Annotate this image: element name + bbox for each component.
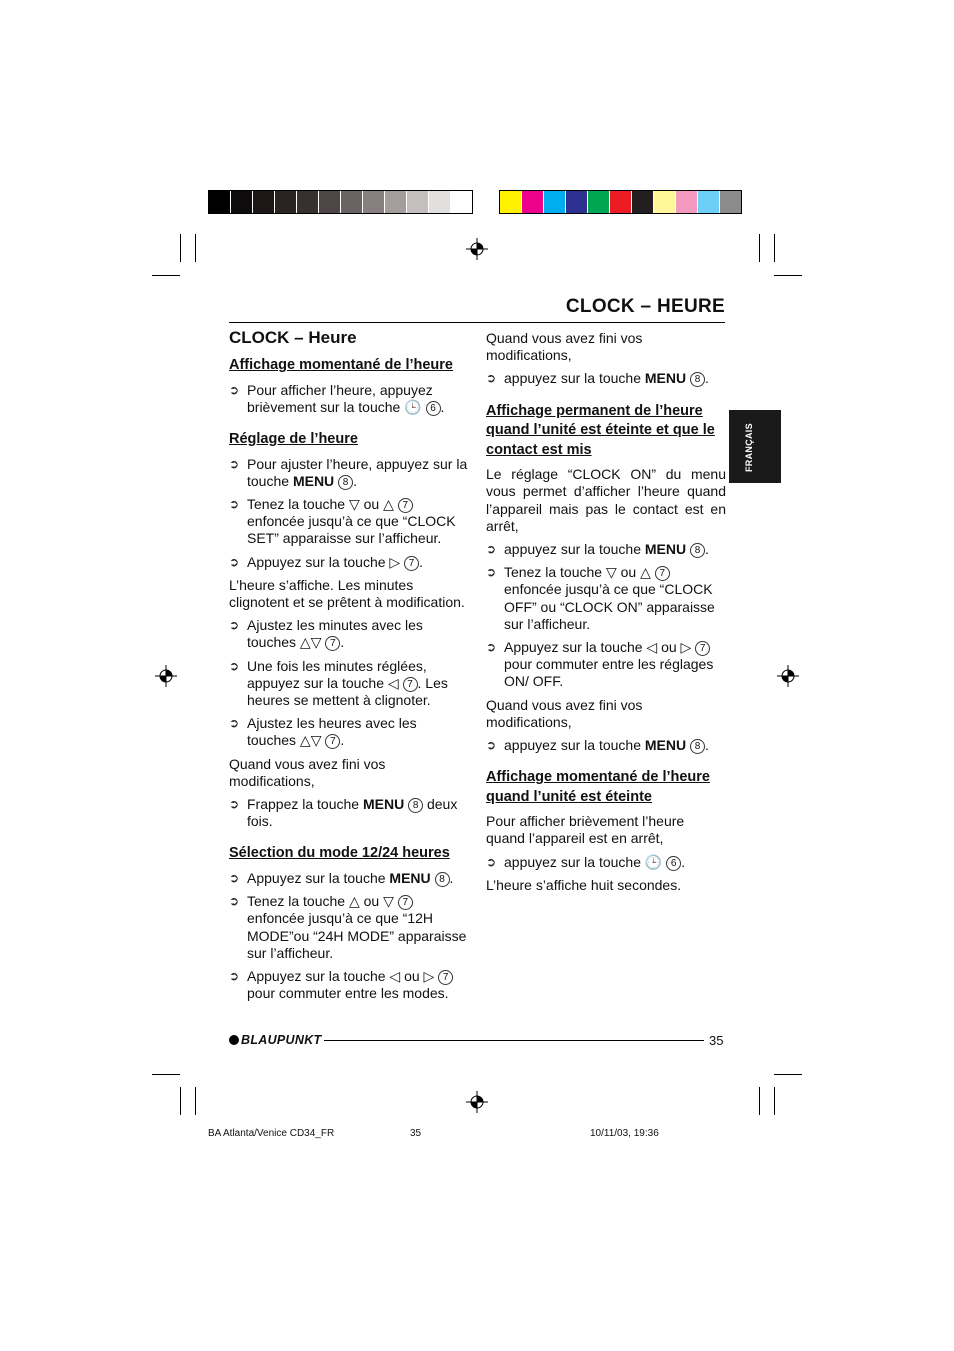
- color-swatch: [676, 191, 698, 213]
- list-item: ➲ Appuyez sur la touche ◁ ou ▷ 7 pour commuter entre les modes.: [229, 968, 469, 1002]
- crop-mark: [759, 234, 760, 262]
- key-number: 8: [338, 475, 353, 490]
- arrow-icon: ➲: [229, 497, 240, 512]
- arrow-icon: ➲: [229, 894, 240, 909]
- key-number: 8: [690, 372, 705, 387]
- list-item: ➲ Appuyez sur la touche MENU 8 .: [229, 869, 454, 886]
- arrow-icon: ➲: [229, 797, 240, 812]
- color-swatch: [654, 191, 676, 213]
- list-item: ➲ Frappez la touche MENU 8 deux fois.: [229, 796, 458, 830]
- color-swatch: [231, 191, 253, 213]
- arrow-icon: ➲: [229, 456, 240, 471]
- key-number: 6: [426, 401, 441, 416]
- color-swatch: [253, 191, 275, 213]
- arrow-icon: ➲: [486, 737, 497, 752]
- key-number: 7: [398, 498, 413, 513]
- crop-mark: [180, 1087, 181, 1115]
- color-bar: [499, 190, 742, 214]
- list-item: ➲ appuyez sur la touche MENU 8 .: [486, 540, 709, 557]
- subsection-title: Réglage de l’heure: [229, 431, 358, 448]
- key-number: 7: [325, 636, 340, 651]
- paragraph: L’heure s’affiche huit secondes.: [486, 876, 682, 893]
- color-swatch: [698, 191, 720, 213]
- crop-mark: [774, 1074, 802, 1075]
- arrow-icon: ➲: [486, 854, 497, 869]
- logo-dot-icon: [229, 1035, 239, 1045]
- crop-mark: [180, 234, 181, 262]
- list-item: ➲ Pour afficher l’heure, appuyez brièvement sur la touche 🕒 6 .: [229, 381, 445, 415]
- paragraph: Le réglage “CLOCK ON” du menu vous permet d’afficher l’heure quand l’appareil mais pas le contact est en arrêt,: [486, 466, 726, 534]
- crop-mark: [759, 1087, 760, 1115]
- paragraph: Pour afficher brièvement l’heure quand l’appareil est en arrêt,: [486, 813, 685, 847]
- color-swatch: [319, 191, 341, 213]
- arrow-icon: ➲: [229, 382, 240, 397]
- color-swatch: [566, 191, 588, 213]
- arrow-icon: ➲: [486, 565, 497, 580]
- key-number: 7: [325, 734, 340, 749]
- color-swatch: [720, 191, 741, 213]
- color-swatch: [544, 191, 566, 213]
- arrow-icon: ➲: [229, 618, 240, 633]
- key-number: 7: [655, 566, 670, 581]
- key-number: 7: [438, 970, 453, 985]
- subsection-title: Affichage momentané de l’heure: [229, 357, 453, 374]
- arrow-icon: ➲: [229, 716, 240, 731]
- arrow-icon: ➲: [229, 658, 240, 673]
- color-swatch: [341, 191, 363, 213]
- color-swatch: [363, 191, 385, 213]
- color-swatch: [522, 191, 544, 213]
- registration-mark-icon: [466, 238, 488, 260]
- arrow-icon: ➲: [229, 870, 240, 885]
- key-number: 8: [408, 798, 423, 813]
- registration-mark-icon: [466, 1091, 488, 1113]
- right-column: [486, 330, 726, 900]
- arrow-icon: ➲: [229, 554, 240, 569]
- crop-mark: [774, 234, 775, 262]
- list-item: ➲ appuyez sur la touche 🕒 6 .: [486, 853, 686, 870]
- crop-mark: [774, 275, 802, 276]
- registration-mark-icon: [777, 665, 799, 687]
- key-number: 7: [695, 641, 710, 656]
- paragraph: L’heure s’affiche. Les minutes clignotent et se prêtent à modification.: [229, 576, 465, 611]
- language-tab-label: FRANÇAIS: [744, 423, 754, 472]
- footer-rule: [324, 1040, 704, 1041]
- color-swatch: [451, 191, 472, 213]
- title-rule: [229, 322, 725, 323]
- key-number: 7: [398, 895, 413, 910]
- subsection-title: Sélection du mode 12/24 heures: [229, 845, 450, 862]
- list-item: ➲ appuyez sur la touche MENU 8 .: [486, 736, 709, 753]
- slug-page: 35: [410, 1128, 422, 1139]
- crop-mark: [195, 1087, 196, 1115]
- section-heading: CLOCK – Heure: [229, 328, 357, 347]
- color-swatch: [588, 191, 610, 213]
- color-swatch: [275, 191, 297, 213]
- list-item: ➲ appuyez sur la touche MENU 8 .: [486, 370, 709, 387]
- color-swatch: [297, 191, 319, 213]
- brand-logo: BLAUPUNKT: [229, 1033, 321, 1047]
- list-item: ➲ Pour ajuster l’heure, appuyez sur la touche MENU 8 .: [229, 455, 468, 489]
- crop-mark: [152, 1074, 180, 1075]
- list-item: ➲ Ajustez les heures avec les touches △▽ 7 .: [229, 715, 417, 749]
- left-column: [229, 329, 469, 1008]
- key-number: 8: [690, 739, 705, 754]
- subsection-title: Affichage momentané de l’heure quand l’unité est éteinte: [486, 769, 710, 805]
- gray-color-bar: [208, 190, 473, 214]
- list-item: ➲ Tenez la touche △ ou ▽ 7 enfoncée jusqu’à ce que “12H MODE”ou “24H MODE” apparaisse sur l’afficheur.: [229, 893, 467, 961]
- arrow-icon: ➲: [486, 371, 497, 386]
- clock-icon: 🕒: [644, 853, 663, 870]
- color-swatch: [610, 191, 632, 213]
- key-number: 7: [404, 556, 419, 571]
- list-item: ➲ Tenez la touche ▽ ou △ 7 enfoncée jusqu’à ce que “CLOCK OFF” ou “CLOCK ON” apparaisse sur l’afficheur.: [486, 564, 715, 632]
- key-number: 6: [666, 856, 681, 871]
- clock-icon: 🕒: [404, 398, 422, 415]
- page-number: 35: [709, 1033, 724, 1048]
- paragraph: Quand vous avez fini vos modifications,: [486, 696, 643, 730]
- registration-mark-icon: [155, 665, 177, 687]
- key-number: 7: [403, 677, 418, 692]
- page-title: CLOCK – HEURE: [565, 296, 725, 317]
- subsection-title: Affichage permanent de l’heure quand l’unité est éteinte et que le contact est mis: [486, 402, 715, 458]
- key-number: 8: [690, 543, 705, 558]
- key-number: 8: [435, 872, 450, 887]
- crop-mark: [152, 275, 180, 276]
- language-tab: [729, 410, 781, 483]
- list-item: ➲ Tenez la touche ▽ ou △ 7 enfoncée jusqu’à ce que “CLOCK SET” apparaisse sur l’afficheur.: [229, 496, 456, 547]
- arrow-icon: ➲: [486, 541, 497, 556]
- color-swatch: [209, 191, 231, 213]
- list-item: ➲ Ajustez les minutes avec les touches △▽ 7 .: [229, 617, 423, 651]
- paragraph: Quand vous avez fini vos modifications,: [486, 330, 643, 364]
- list-item: ➲ Une fois les minutes réglées, appuyez sur la touche ◁ 7 . Les heures se mettent à clignoter.: [229, 657, 448, 709]
- color-swatch: [407, 191, 429, 213]
- color-swatch: [429, 191, 451, 213]
- color-swatch: [632, 191, 654, 213]
- color-swatch: [500, 191, 522, 213]
- slug-filename: BA Atlanta/Venice CD34_FR: [208, 1128, 335, 1139]
- crop-mark: [774, 1087, 775, 1115]
- arrow-icon: ➲: [486, 639, 497, 654]
- color-swatch: [385, 191, 407, 213]
- crop-mark: [195, 234, 196, 262]
- slug-date: 10/11/03, 19:36: [590, 1128, 659, 1139]
- list-item: ➲ Appuyez sur la touche ◁ ou ▷ 7 pour commuter entre les réglages ON/ OFF.: [486, 638, 714, 690]
- list-item: ➲ Appuyez sur la touche ▷ 7 .: [229, 553, 423, 570]
- arrow-icon: ➲: [229, 968, 240, 983]
- paragraph: Quand vous avez fini vos modifications,: [229, 755, 386, 789]
